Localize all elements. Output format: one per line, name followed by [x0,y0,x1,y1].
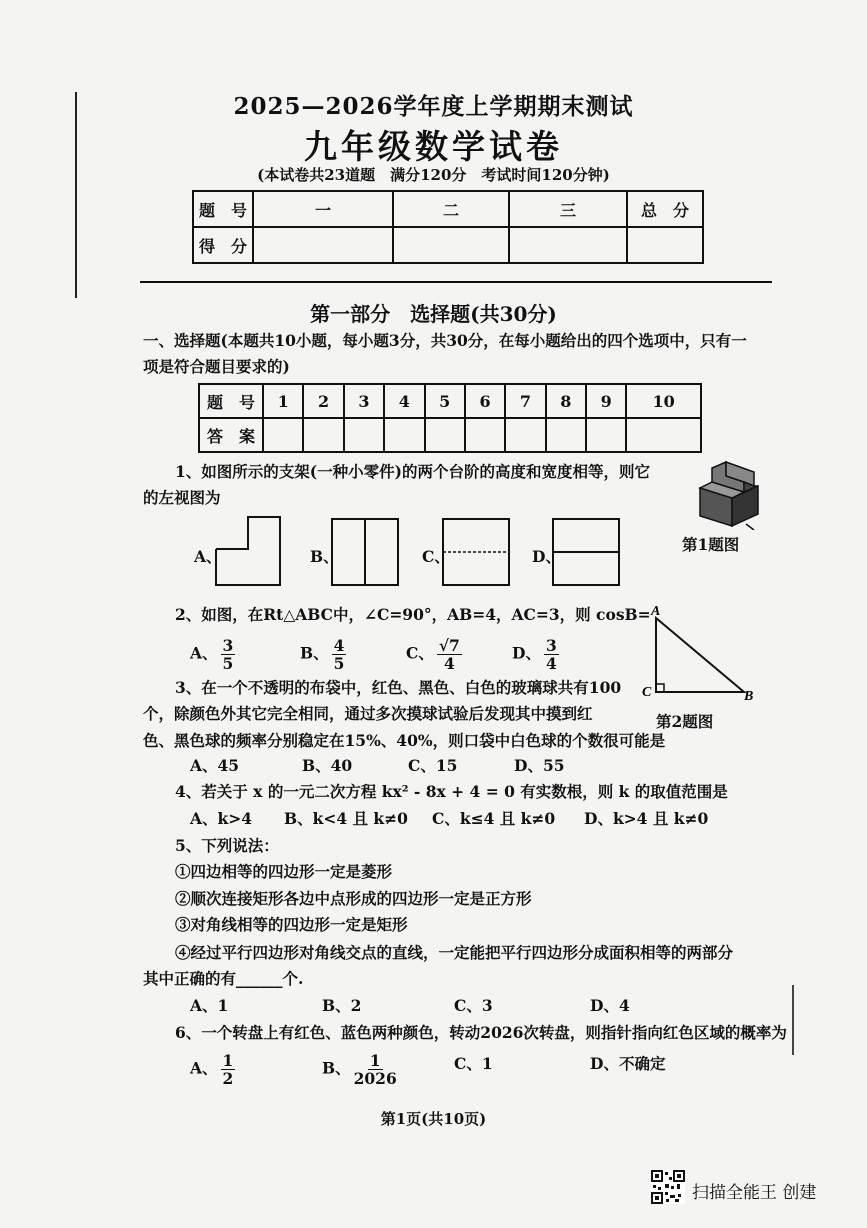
q2-option-d-numerator: 3 [545,636,557,655]
answer-cell[interactable] [425,418,465,452]
q6-option-a-label: A、 [190,1058,218,1078]
q2-option-d-fraction [544,637,559,672]
q3-option-c: C、15 [408,756,458,775]
q1-bracket-figure [692,458,764,530]
q5-option-b: B、2 [322,996,362,1015]
q3-line3: 色、黑色球的频率分别稳定在15%、40%，则口袋中白色球的个数很可能是 [143,731,666,750]
score-row-label: 得 分 [193,227,253,263]
score-cell-3[interactable] [509,227,627,263]
answer-number: 6 [465,384,505,418]
score-cell-2[interactable] [393,227,509,263]
q2-option-b-fraction [332,637,347,672]
q6-stem: 6、一个转盘上有红色、蓝色两种颜色，转动2026次转盘，则指针指向红色区域的概率为 [175,1023,787,1042]
q6-option-b-numerator: 1 [369,1051,381,1070]
q6-option-b-denominator: 2026 [353,1069,397,1088]
qr-code-icon [651,1170,685,1204]
q3-option-d: D、55 [514,756,565,775]
q5-item-3: ③对角线相等的四边形一定是矩形 [175,915,408,934]
score-header-3: 三 [509,191,627,227]
q2-option-c-numerator: √7 [438,636,460,655]
section-instruction-line1: 一、选择题(本题共10小题，每小题3分，共30分，在每小题给出的四个选项中，只有一 [143,331,747,350]
answer-number: 2 [303,384,343,418]
score-header-total: 总 分 [627,191,703,227]
q6-option-b-label: B、 [322,1058,351,1078]
score-table [192,190,704,264]
q6-option-c: C、1 [454,1054,493,1073]
score-header-1: 一 [253,191,393,227]
q5-stem: 5、下列说法： [175,836,279,855]
q2-option-c-label: C、 [406,643,434,663]
answer-cell[interactable] [303,418,343,452]
q2-option-b [300,637,349,672]
q2-option-d-denominator: 4 [545,654,557,673]
exam-subject: 九年级数学试卷 [304,127,563,166]
answer-number: 5 [425,384,465,418]
answer-number: 3 [344,384,384,418]
q5-option-a: A、1 [190,996,229,1015]
q2-option-a-fraction [221,637,236,672]
q1-figure-caption: 第1题图 [682,535,740,554]
q2-vertex-b: B [744,689,754,700]
q2-option-c [406,637,465,672]
q1-option-c-label: C、 [422,547,450,566]
q1-option-b-figure [330,517,400,587]
q3-line1: 3、在一个不透明的布袋中，红色、黑色、白色的玻璃球共有100 [175,678,622,697]
answer-number: 1 [263,384,303,418]
q2-option-d [512,637,562,672]
answer-number: 10 [626,384,701,418]
q4-option-b: B、k<4 且 k≠0 [284,809,408,828]
answer-cell[interactable] [344,418,384,452]
q4-stem: 4、若关于 x 的一元二次方程 kx² - 8x + 4 = 0 有实数根，则 k 的取值范围是 [175,782,728,801]
q4-option-d: D、k>4 且 k≠0 [584,809,709,828]
section-title: 第一部分 选择题(共30分) [310,302,557,326]
q3-option-b: B、40 [302,756,353,775]
q2-figure-caption: 第2题图 [656,712,714,731]
q5-option-c: C、3 [454,996,493,1015]
answer-cell[interactable] [546,418,586,452]
q2-option-b-numerator: 4 [333,636,345,655]
q5-question: 其中正确的有______个. [143,969,304,988]
q6-option-b [322,1052,400,1087]
q5-item-1: ①四边相等的四边形一定是菱形 [175,862,393,881]
answer-cell[interactable] [384,418,424,452]
q5-item-4: ④经过平行四边形对角线交点的直线，一定能把平行四边形分成面积相等的两部分 [175,943,734,962]
q3-option-a: A、45 [190,756,240,775]
answer-cell[interactable] [586,418,626,452]
answer-number: 9 [586,384,626,418]
q2-option-d-label: D、 [512,643,541,663]
answer-cell[interactable] [505,418,545,452]
answer-cell[interactable] [626,418,701,452]
q1-option-a-label: A、 [194,547,222,566]
q2-option-a [190,637,238,672]
q5-option-d: D、4 [590,996,630,1015]
q1-option-a-figure [214,515,282,587]
q6-option-a-fraction [221,1052,236,1087]
q2-vertex-a: A [651,604,661,619]
q2-option-a-label: A、 [190,643,218,663]
right-margin-line [792,985,794,1055]
section-instruction-line2: 项是符合题目要求的) [143,357,290,376]
answer-number: 4 [384,384,424,418]
q4-option-c: C、k≤4 且 k≠0 [432,809,556,828]
page-number: 第1页(共10页) [380,1110,487,1128]
score-cell-total[interactable] [627,227,703,263]
q1-line1: 1、如图所示的支架(一种小零件)的两个台阶的高度和宽度相等，则它 [175,462,650,481]
q2-option-b-label: B、 [300,643,329,663]
q1-option-c-figure [441,517,511,587]
q2-option-c-fraction [437,637,462,672]
q4-option-a: A、k>4 [190,809,253,828]
q1-option-d-label: D、 [532,547,561,566]
score-header-label: 题 号 [193,191,253,227]
q1-option-b-label: B、 [310,547,339,566]
q2-triangle-figure [640,604,760,700]
answer-cell[interactable] [465,418,505,452]
score-cell-1[interactable] [253,227,393,263]
scanner-watermark-label: 扫描全能王 创建 [692,1183,817,1203]
q2-option-b-denominator: 5 [333,654,345,673]
header-divider [140,281,772,283]
answer-table [198,383,702,453]
q3-line2: 个，除颜色外其它完全相同，通过多次摸球试验后发现其中摸到红 [143,704,593,723]
q6-option-a-denominator: 2 [222,1069,234,1088]
exam-title: 2025—2026学年度上学期期末测试 [233,93,634,120]
q5-item-2: ②顺次连接矩形各边中点形成的四边形一定是正方形 [175,889,532,908]
q2-option-a-denominator: 5 [222,654,234,673]
answer-row-label: 答 案 [199,418,263,452]
q1-option-d-figure [551,517,621,587]
answer-number: 7 [505,384,545,418]
q6-option-b-fraction [354,1052,397,1087]
q6-option-d: D、不确定 [590,1054,666,1073]
q2-option-a-numerator: 3 [222,636,234,655]
answer-header-label: 题 号 [199,384,263,418]
q6-option-a [190,1052,238,1087]
answer-number: 8 [546,384,586,418]
q2-stem: 2、如图，在Rt△ABC中，∠C=90°，AB=4，AC=3，则 cosB= [175,605,651,624]
q2-vertex-c: C [642,685,652,700]
exam-info: (本试卷共23道题 满分120分 考试时间120分钟) [257,166,610,184]
q6-option-a-numerator: 1 [222,1051,234,1070]
q2-option-c-denominator: 4 [443,654,455,673]
answer-cell[interactable] [263,418,303,452]
score-header-2: 二 [393,191,509,227]
q1-line2: 的左视图为 [143,488,221,507]
